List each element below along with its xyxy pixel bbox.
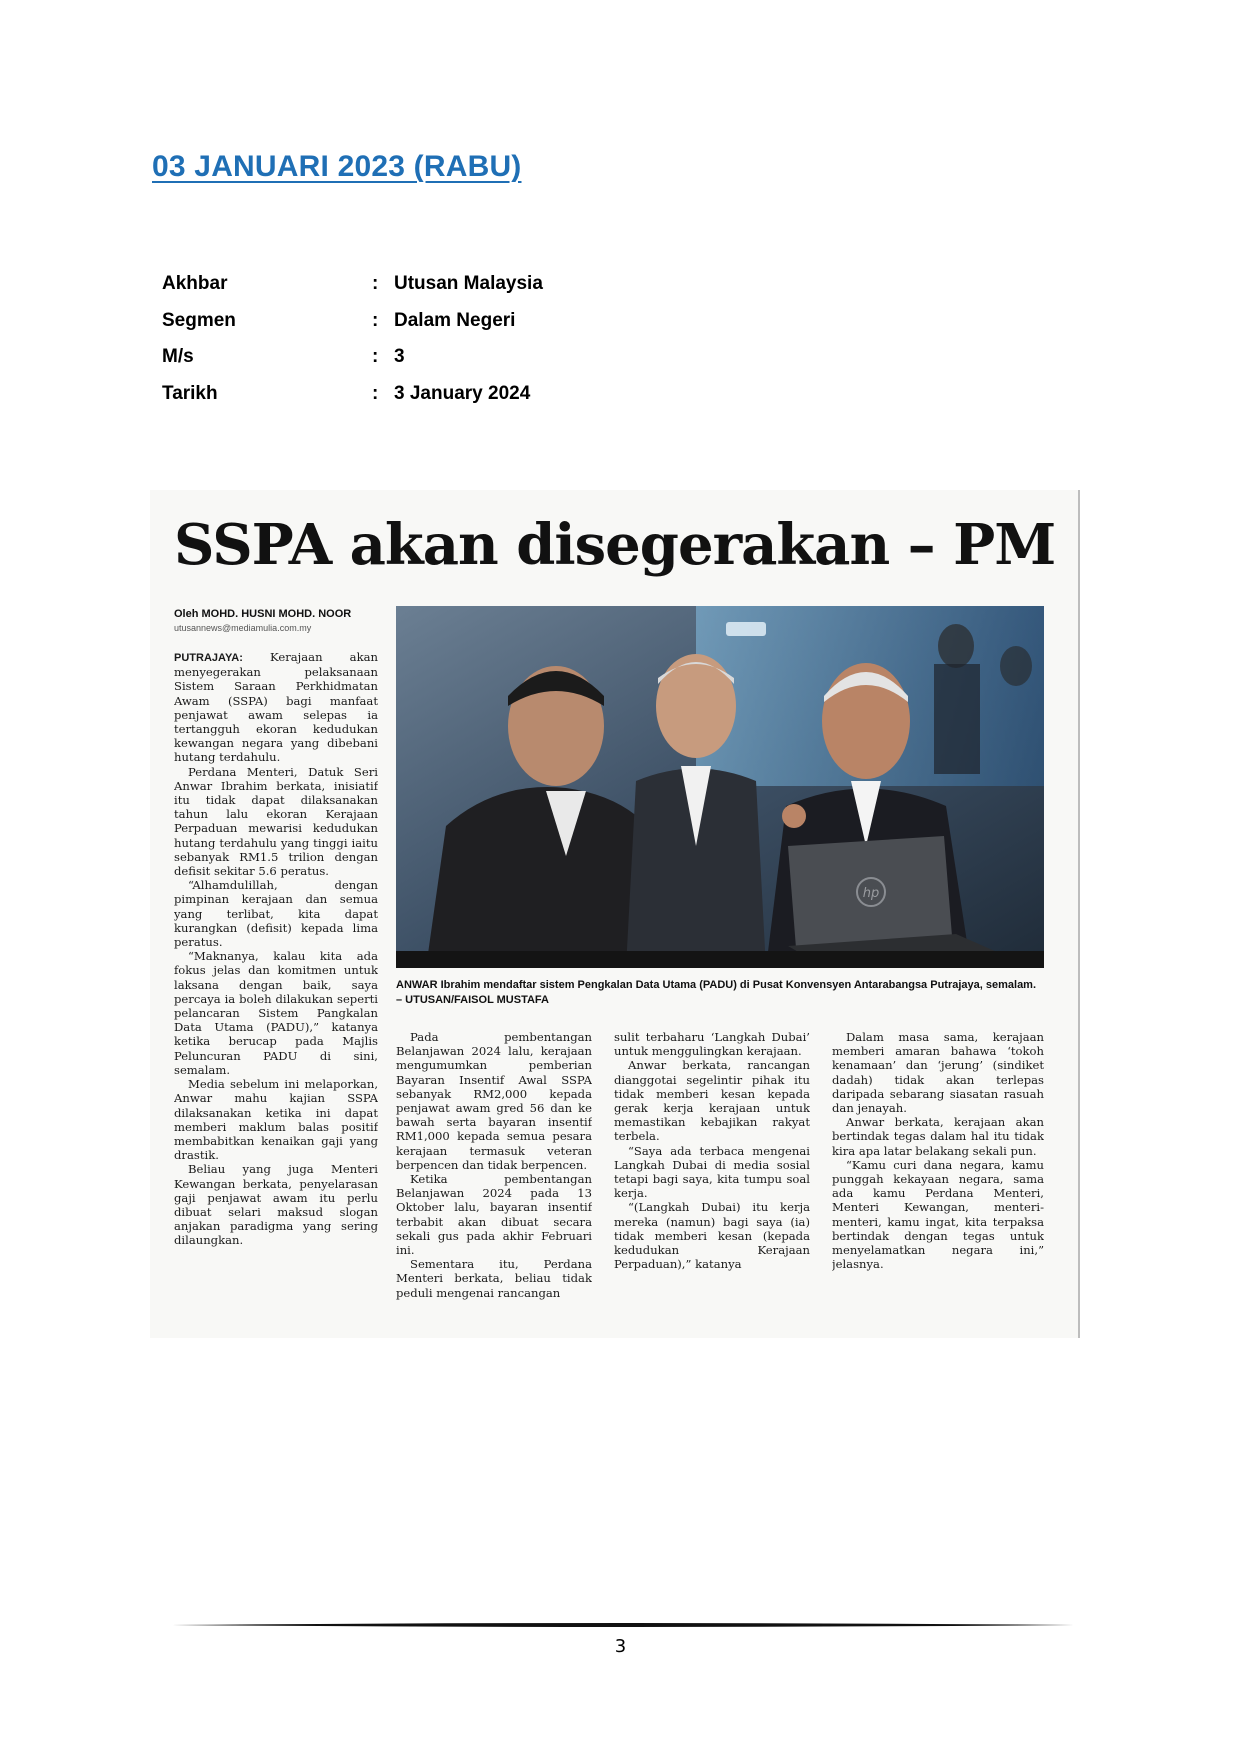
page-number: 3	[614, 1636, 627, 1657]
date-heading: 03 JANUARI 2023 (RABU)	[152, 150, 522, 183]
laptop-logo: hp	[862, 886, 880, 901]
meta-row	[162, 376, 642, 413]
paragraph: Anwar berkata, rancangan dianggotai segelintir pihak itu tidak memberi kesan kepada gerak kerja kerajaan untuk memastikan kebajikan rakyat terbela.	[614, 1058, 810, 1144]
paragraph: Anwar berkata, kerajaan akan bertindak tegas dalam hal itu tidak kira apa latar belakang sekali pun.	[832, 1115, 1044, 1158]
meta-label-ms: M/s	[162, 346, 194, 368]
meta-value-tarikh: 3 January 2024	[394, 382, 531, 404]
paragraph: Ketika pembentangan Belanjawan 2024 pada 13 Oktober lalu, bayaran insentif terbabit akan dibuat secara sekali gus pada akhir Februari ini.	[396, 1172, 592, 1258]
article-photo	[396, 606, 1044, 968]
paragraph: Sementara itu, Perdana Menteri berkata, beliau tidak peduli mengenai rancangan	[396, 1257, 592, 1300]
meta-row	[162, 266, 642, 303]
paragraph: PUTRAJAYA: Kerajaan akan menyegerakan pelaksanaan Sistem Saraan Perkhidmatan Awam (SSPA) bagi manfaat penjawat awam selepas ia tertangguh ekoran kedudukan kewangan negara yang dibebani hutang terdahulu.	[174, 650, 378, 765]
photo-illustration	[396, 606, 1044, 968]
meta-colon: :	[372, 346, 379, 368]
article-column-1	[174, 650, 378, 1330]
article-column-2	[396, 1030, 592, 1330]
meta-row	[162, 339, 642, 376]
paragraph: “Kamu curi dana negara, kamu punggah kekayaan negara, sama ada kamu Perdana Menteri, Menteri Kewangan, menteri-menteri, kamu ingat, kita terpaksa bertindak dengan tegas untuk menyelamatkan negara ini,” jelasnya.	[832, 1157, 1044, 1272]
article-byline: Oleh MOHD. HUSNI MOHD. NOOR	[174, 608, 352, 620]
meta-colon: :	[372, 382, 379, 404]
paragraph: Beliau yang juga Menteri Kewangan berkata, penyelarasan gaji penjawat awam itu perlu dibuat selari maksud slogan anjakan paradigma yang sering dilaungkan.	[174, 1162, 378, 1248]
meta-colon: :	[372, 273, 379, 295]
paragraph: “Alhamdulillah, dengan pimpinan kerajaan dan semua yang terlibat, kita dapat kurangkan (defisit) kepada lima peratus.	[174, 878, 378, 950]
meta-row	[162, 303, 642, 340]
footer-divider	[172, 1622, 1074, 1628]
paragraph: sulit terbaharu ‘Langkah Dubai’ untuk menggulingkan kerajaan.	[614, 1030, 810, 1059]
paragraph: “Saya ada terbaca mengenai Langkah Dubai di media sosial tetapi bagi saya, kita tumpu soal kerja.	[614, 1143, 810, 1201]
meta-label-akhbar: Akhbar	[162, 273, 228, 295]
article-email: utusannews@mediamulia.com.my	[174, 623, 312, 633]
metadata-table	[162, 266, 642, 412]
meta-label-tarikh: Tarikh	[162, 382, 218, 404]
article-column-4	[832, 1030, 1044, 1330]
paragraph: Dalam masa sama, kerajaan memberi amaran bahawa ‘tokoh kenamaan’ dan ‘jerung’ (sindiket dadah) tidak akan terlepas daripada sebarang siasatan rasuah dan jenayah.	[832, 1030, 1044, 1116]
paragraph: Perdana Menteri, Datuk Seri Anwar Ibrahim berkata, inisiatif itu tidak dapat dilaksanakan tahun lalu ekoran Kerajaan Perpaduan mewarisi kedudukan hutang terdahulu yang tinggi iaitu sebanyak RM1.5 trilion dengan defisit sekitar 5.6 peratus.	[174, 764, 378, 879]
article-headline: SSPA akan disegerakan – PM	[174, 512, 1056, 578]
paragraph: Media sebelum ini melaporkan, Anwar mahu kajian SSPA dilaksanakan ketika ini dapat memberi maklum balas positif membabitkan kenaikan gaji yang drastik.	[174, 1077, 378, 1163]
article-column-3	[614, 1030, 810, 1330]
dateline: PUTRAJAYA:	[174, 652, 243, 664]
meta-value-ms: 3	[394, 346, 405, 368]
photo-caption: ANWAR Ibrahim mendaftar sistem Pengkalan Data Utama (PADU) di Pusat Konvensyen Antarabangsa Putrajaya, semalam. – UTUSAN/FAISOL MUSTAFA	[396, 979, 1037, 1006]
paragraph: Pada pembentangan Belanjawan 2024 lalu, kerajaan mengumumkan pemberian Bayaran Insentif Awal SSPA sebanyak RM2,000 kepada penjawat awam gred 56 dan ke bawah serta bayaran insentif RM1,000 kepada semua pesara kerajaan termasuk veteran berpencen dan tidak berpencen.	[396, 1030, 592, 1172]
meta-value-akhbar: Utusan Malaysia	[394, 273, 543, 295]
newspaper-clipping	[150, 490, 1080, 1338]
paragraph: “Maknanya, kalau kita ada fokus jelas dan komitmen untuk laksana dengan baik, saya percaya ia boleh dilakukan seperti pelancaran Sistem Pangkalan Data Utama (PADU),” katanya ketika berucap pada Majlis Peluncuran PADU di sini, semalam.	[174, 949, 378, 1077]
meta-label-segmen: Segmen	[162, 309, 236, 331]
meta-colon: :	[372, 309, 379, 331]
meta-value-segmen: Dalam Negeri	[394, 309, 516, 331]
paragraph: “(Langkah Dubai) itu kerja mereka (namun) bagi saya (ia) tidak memberi kesan (kepada kedudukan Kerajaan Perpaduan),” katanya	[614, 1200, 810, 1272]
